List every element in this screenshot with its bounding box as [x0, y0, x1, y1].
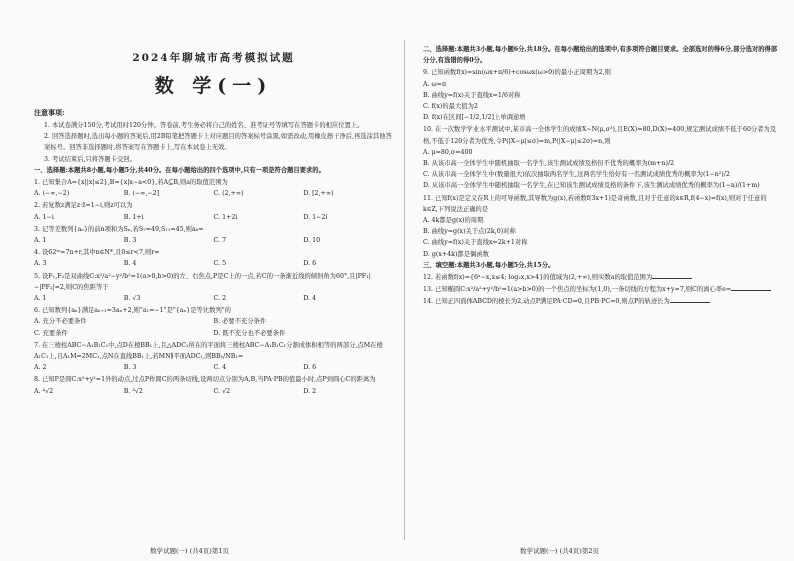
- option: C. 1+2i: [213, 213, 238, 221]
- question-11: 11. 已知f(x)是定义在R上的可导函数,其导数为g(x),若函数f(3x+1)是奇函数,且对于任意的x∈R,f(4−x)=f(x),则对于任意的k∈Z,下列说法正确的是: [423, 194, 767, 213]
- option: B. 4: [123, 260, 137, 268]
- footer-page-1: 数学试题(一) (共4页)第1页: [150, 547, 229, 555]
- option: B. (−∞,−2]: [123, 190, 160, 198]
- option: B. 3: [123, 364, 137, 372]
- question-8-options: [34, 386, 393, 397]
- option: C. 5: [213, 260, 227, 268]
- option: C. 充要条件: [34, 329, 68, 337]
- question-6-options: [34, 316, 393, 338]
- option: A. 1: [34, 237, 47, 245]
- option: A. ⁴√2: [34, 387, 54, 395]
- question-9-option-a: A. ω=π: [423, 80, 447, 88]
- footer-page-2: 数学试题(一) (共4页)第2页: [520, 547, 599, 555]
- question-1: 1. 已知集合A={x||x|≤2},B={x|x−a<0},若A⊆B,则a的取值范围为: [34, 179, 228, 187]
- question-10-option-c: C. 从该市高一全体学生中(数量很大)依次抽取两名学生,这两名学生恰好有一名测试成绩优秀的概率为(1−n²)/2: [423, 171, 730, 179]
- option: C. 7: [213, 237, 227, 245]
- question-9: 9. 已知函数f(x)=sin(ωx+π/6)+cosωx(ω>0)的最小正周期为2,则: [423, 69, 611, 77]
- option: B. √3: [123, 295, 141, 303]
- right-page: [405, 0, 794, 561]
- option: B. 必要不充分条件: [213, 318, 267, 326]
- subject-title: 数 学(一): [154, 75, 273, 97]
- question-4: 4. 设62ᵐ=7n+r,其中n∈N*,且0≤r<7,则r=: [34, 249, 160, 257]
- question-7: 7. 在三棱柱ABC−A₁B₁C₁中,点D在棱BB₁上,且△ADC₁所在的平面将三棱柱ABC−A₁B₁C₁分割成体积相等的两部分,点M在棱A₁C₁上,且A₁M=2MC₁,点N在直线BB₁上,若MN∥平面ADC₁,则BB₁/NB₁=: [34, 341, 383, 361]
- section-2-heading: 二、选择题:本题共3小题,每小题6分,共18分。在每小题给出的选项中,有多项符合题目要求。全部选对的得6分,部分选对的得部分分,有选错的得0分。: [423, 46, 778, 65]
- notice-2: 2. 回答选择题时,选出每小题的答案后,用2B铅笔把答题卡上对应题目的答案标号涂黑,如需改动,用橡皮擦干净后,再选涂其他答案标号。回答非选择题时,将答案写在答题卡上,写在本试卷上无效。: [44, 133, 392, 152]
- question-12-text: 12. 若函数f(x)={6ˣ−x,x≤4; log₂x,x>4}的值域为(2,+∞),则实数a的取值范围为: [423, 274, 653, 282]
- option: D. 6: [303, 364, 317, 372]
- question-4-options: [34, 258, 393, 269]
- question-13-text: 13. 已知椭圆C:x²/a²+y²/b²=1(a>b>0)的一个焦点的坐标为(1,0),一条切线的方程为x+y=7,则C的离心率e=: [423, 286, 732, 294]
- question-10: 10. 在一次数学学业水平测试中,某市高一全体学生的成绩X~N(μ,σ²),且E(X)=80,D(X)=400,规定测试成绩不低于60分者为及格,不低于120分者为优秀,令P(|X−μ|≤σ)=m,P(|X−μ|≤2σ)=n,则: [423, 126, 777, 145]
- option: A. 1: [34, 295, 47, 303]
- option: D. 1−2i: [303, 213, 328, 221]
- option: C. (2,+∞): [213, 190, 244, 198]
- option: B. ³√2: [123, 387, 143, 395]
- question-5-options: [34, 293, 393, 304]
- question-11-option-d: D. g(x+4k)都是偶函数: [423, 250, 489, 258]
- notice-3: 3. 考试结束后,只将答题卡交回。: [44, 155, 136, 163]
- option: C. √2: [213, 387, 231, 395]
- question-10-option-b: B. 从该市高一全体学生中随机抽取一名学生,该生测试成绩及格但不优秀的概率为(m+n)/2: [423, 160, 675, 168]
- answer-blank: [652, 272, 692, 279]
- question-10-option-d: D. 从该市高一全体学生中随机抽取一名学生,在已知该生测试成绩及格的条件下,该生测试成绩优秀的概率为(1−n)/(1+m): [423, 182, 760, 190]
- question-9-option-b: B. 曲线y=f(x)关于直线x=1/6对称: [423, 91, 521, 99]
- question-14-text: 14. 已知正四面体ABCD的棱长为2,动点P满足PA·CD=0,且PB·PC=0,则点P的轨迹长为: [423, 298, 670, 306]
- option: D. 6: [303, 260, 317, 268]
- question-11-option-c: C. 曲线y=f(x)关于直线x=2k+1对称: [423, 239, 528, 247]
- question-12: [423, 272, 778, 283]
- question-5: 5. 设F₁,F₂是双曲线C:x²/a²−y²/b²=1(a>0,b>0)的左、右焦点,P是C上的一点,若C的一条渐近线的倾斜角为60°,且|PF₁|−|PF₂|=2,则C的焦距等于: [34, 272, 371, 291]
- option: D. 2: [303, 387, 317, 395]
- question-1-options: [34, 188, 393, 199]
- question-7-options: [34, 362, 393, 373]
- section-3-heading: 三、填空题:本题共3小题,每小题5分,共15分。: [423, 261, 555, 269]
- notice-1: 1. 本试卷满分150分,考试用时120分钟。答卷前,考生务必将自己的姓名、准考证号等填写在答题卡的相应位置上。: [44, 122, 364, 129]
- question-3-options: [34, 235, 393, 246]
- question-9-option-d: D. f(x)在区间[−1/2,1/2]上单调递增: [423, 114, 526, 122]
- question-2: 2. 若复数z满足z·z̄=1−i,则z可以为: [34, 202, 133, 210]
- question-14: [423, 296, 778, 307]
- question-13: [423, 284, 778, 295]
- question-6: 6. 已知数列{aₙ}满足aₙ₊₁=3aₙ+2,则"a₁=−1"是"{aₙ}是等比数列"的: [34, 307, 231, 315]
- option: B. 3: [123, 237, 137, 245]
- option: D. [2,+∞): [303, 190, 334, 198]
- question-11-option-a: A. 4k都是g(x)的周期: [423, 217, 484, 225]
- option: A. 1−i: [34, 213, 54, 221]
- option: A. 充分不必要条件: [34, 318, 87, 326]
- option: C. 2: [213, 295, 227, 303]
- option: C. 4: [213, 364, 227, 372]
- option: A. 2: [34, 364, 47, 372]
- notice-title: 注意事项:: [34, 108, 65, 117]
- option: A. 3: [34, 260, 47, 268]
- option: A. (−∞,−2): [34, 190, 70, 198]
- question-11-option-b: B. 曲线y=g(x)关于点(2k,0)对称: [423, 228, 516, 236]
- section-1-heading: 一、选择题:本题共8小题,每小题5分,共40分。在每小题给出的四个选项中,只有一项是符合题目要求的。: [34, 166, 325, 174]
- option: D. 既不充分也不必要条件: [213, 329, 286, 337]
- option: D. 10: [303, 237, 321, 245]
- question-9-option-c: C. f(x)的最大值为2: [423, 103, 478, 111]
- question-3: 3. 记等差数列{aₙ}的前n项和为Sₙ,若S₇=49,S₁₁=45,则a₆=: [34, 225, 204, 233]
- question-10-option-a: A. μ=80,σ=400: [423, 148, 473, 156]
- exam-title: 2024年聊城市高考模拟试题: [132, 52, 295, 64]
- question-8: 8. 已知P是圆C:x²+y²=1外的动点,过点P作圆C的两条切线,设两切点分别为A,B,当PA·PB的值最小时,点P到圆心C的距离为: [34, 376, 376, 384]
- question-2-options: [34, 212, 393, 223]
- option: B. 1+i: [123, 213, 144, 221]
- answer-blank: [670, 296, 710, 303]
- option: D. 4: [303, 295, 317, 303]
- answer-blank: [731, 284, 771, 291]
